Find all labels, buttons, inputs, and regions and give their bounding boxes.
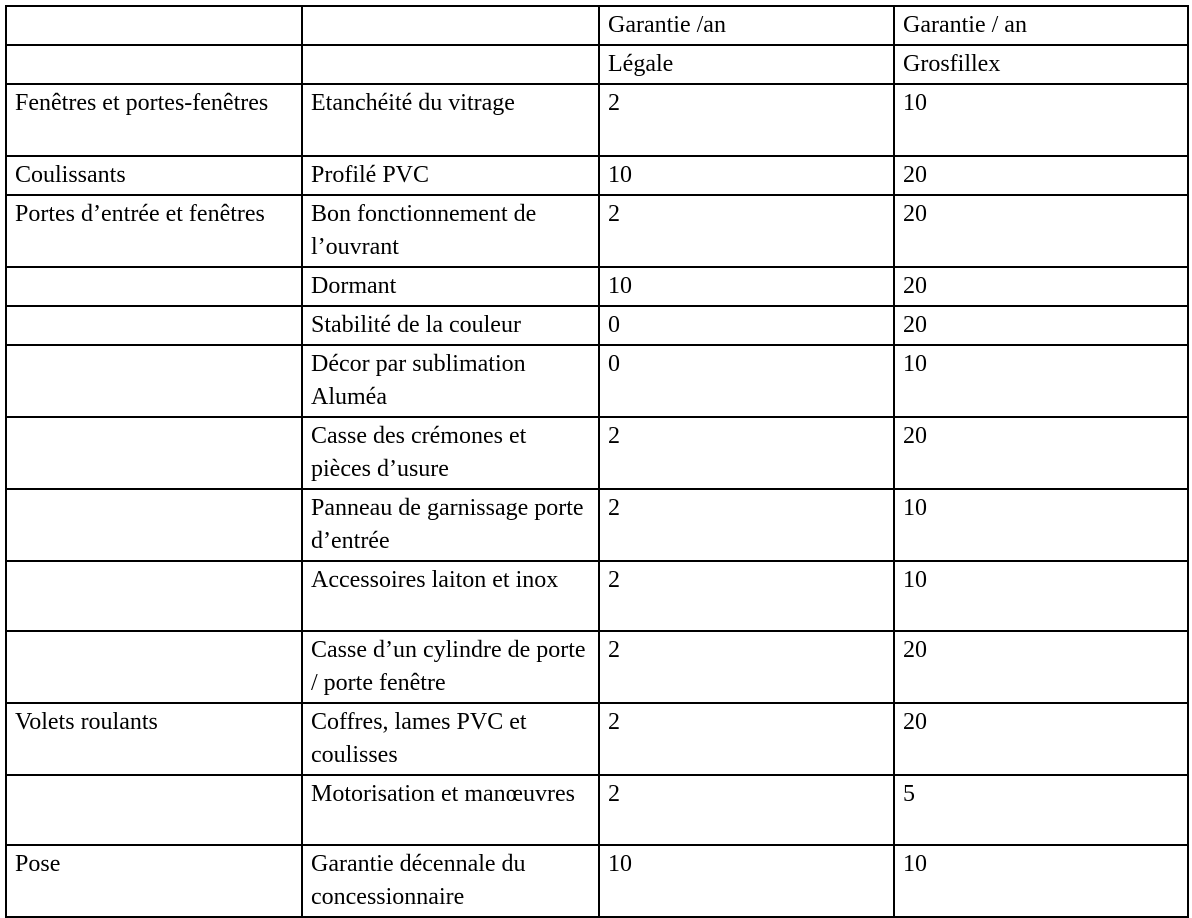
cell-category: Volets roulants	[6, 703, 302, 775]
cell-legale: 2	[599, 703, 894, 775]
cell-item: Coffres, lames PVC et coulisses	[302, 703, 599, 775]
cell-grosfillex: 20	[894, 156, 1188, 195]
cell-item: Dormant	[302, 267, 599, 306]
cell-category	[6, 345, 302, 417]
cell-category	[6, 417, 302, 489]
header-cell-legale-line1: Garantie /an	[599, 6, 894, 45]
cell-grosfillex: 5	[894, 775, 1188, 845]
cell-legale: 2	[599, 417, 894, 489]
cell-category: Portes d’entrée et fenêtres	[6, 195, 302, 267]
cell-grosfillex: 20	[894, 306, 1188, 345]
cell-legale: 2	[599, 84, 894, 156]
cell-item: Panneau de garnissage porte d’entrée	[302, 489, 599, 561]
cell-item: Profilé PVC	[302, 156, 599, 195]
cell-item: Stabilité de la couleur	[302, 306, 599, 345]
cell-legale: 10	[599, 267, 894, 306]
table-row	[6, 267, 1188, 306]
cell-category	[6, 306, 302, 345]
table-row	[6, 561, 1188, 631]
cell-category	[6, 267, 302, 306]
cell-item: Garantie décennale du concessionnaire	[302, 845, 599, 917]
cell-category: Pose	[6, 845, 302, 917]
header-cell-category-blank	[6, 6, 302, 45]
table-row	[6, 489, 1188, 561]
cell-category: Fenêtres et portes-fenêtres	[6, 84, 302, 156]
cell-item: Casse d’un cylindre de porte / porte fenêtre	[302, 631, 599, 703]
cell-item: Décor par sublimation Aluméa	[302, 345, 599, 417]
table-header-row-2	[6, 45, 1188, 84]
header-cell-grosfillex-line1: Garantie / an	[894, 6, 1188, 45]
table-header-row-1	[6, 6, 1188, 45]
cell-legale: 2	[599, 195, 894, 267]
cell-grosfillex: 10	[894, 561, 1188, 631]
cell-item: Etanchéité du vitrage	[302, 84, 599, 156]
cell-legale: 10	[599, 156, 894, 195]
cell-item: Accessoires laiton et inox	[302, 561, 599, 631]
table-row	[6, 195, 1188, 267]
cell-grosfillex: 10	[894, 84, 1188, 156]
cell-category	[6, 489, 302, 561]
cell-category	[6, 561, 302, 631]
header-cell-item-blank-2	[302, 45, 599, 84]
table-row	[6, 84, 1188, 156]
cell-legale: 2	[599, 775, 894, 845]
cell-category	[6, 631, 302, 703]
table-row	[6, 775, 1188, 845]
cell-legale: 0	[599, 306, 894, 345]
warranty-comparison-table	[5, 5, 1189, 918]
cell-legale: 0	[599, 345, 894, 417]
header-cell-legale-line2: Légale	[599, 45, 894, 84]
cell-item: Casse des crémones et pièces d’usure	[302, 417, 599, 489]
header-cell-grosfillex-line2: Grosfillex	[894, 45, 1188, 84]
cell-legale: 2	[599, 489, 894, 561]
cell-grosfillex: 20	[894, 267, 1188, 306]
table-row	[6, 417, 1188, 489]
table-row	[6, 156, 1188, 195]
cell-grosfillex: 20	[894, 195, 1188, 267]
table-row	[6, 703, 1188, 775]
cell-grosfillex: 20	[894, 631, 1188, 703]
cell-grosfillex: 10	[894, 345, 1188, 417]
table-row	[6, 306, 1188, 345]
cell-legale: 2	[599, 561, 894, 631]
header-cell-category-blank-2	[6, 45, 302, 84]
cell-item: Motorisation et manœuvres	[302, 775, 599, 845]
cell-grosfillex: 20	[894, 417, 1188, 489]
cell-legale: 10	[599, 845, 894, 917]
cell-category	[6, 775, 302, 845]
cell-legale: 2	[599, 631, 894, 703]
cell-category: Coulissants	[6, 156, 302, 195]
cell-grosfillex: 10	[894, 845, 1188, 917]
cell-item: Bon fonctionnement de l’ouvrant	[302, 195, 599, 267]
table-row	[6, 345, 1188, 417]
cell-grosfillex: 20	[894, 703, 1188, 775]
table-row	[6, 631, 1188, 703]
header-cell-item-blank	[302, 6, 599, 45]
cell-grosfillex: 10	[894, 489, 1188, 561]
table-row	[6, 845, 1188, 917]
